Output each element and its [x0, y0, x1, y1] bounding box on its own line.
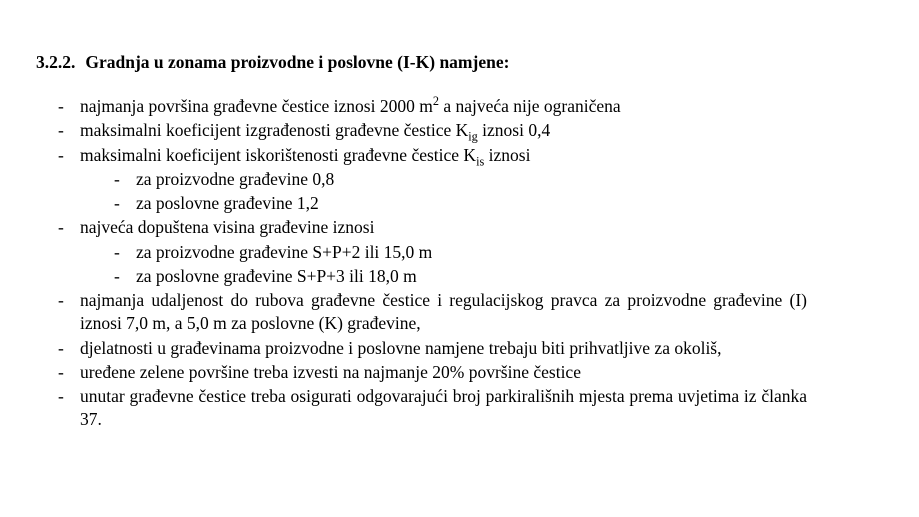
list-item	[36, 119, 809, 142]
page-title	[36, 52, 809, 73]
list-bullet: -	[58, 290, 64, 311]
list-item-text: za poslovne građevine 1,2	[136, 193, 319, 214]
list-bullet: -	[58, 361, 64, 382]
list-item-text: unutar građevne čestice treba osigurati odgovarajući broj parkirališnih mjesta prema uvjetima iz članka 37.	[80, 386, 807, 430]
list-item-text: maksimalni koeficijent izgrađenosti građevne čestice $K_{ig}$ iznosi 0,4	[80, 120, 551, 144]
regulation-list	[36, 95, 809, 432]
list-bullet: -	[58, 96, 64, 116]
list-item	[36, 95, 809, 118]
heading-number: 3.2.2.	[36, 52, 76, 72]
list-bullet: -	[114, 193, 120, 214]
list-item	[36, 385, 809, 432]
subscript: is	[476, 154, 485, 169]
list-item-text: najmanja udaljenost do rubova građevne čestice i regulacijskog pravca za proizvodne građevine (I) iznosi 7,0 m, a 5,0 m za poslovne (K) građevine,	[80, 290, 807, 334]
list-item	[36, 265, 809, 288]
list-item-text: za proizvodne građevine 0,8	[136, 168, 335, 189]
list-bullet: -	[58, 144, 64, 165]
superscript: 2	[432, 94, 439, 109]
list-item	[36, 168, 809, 191]
list-item-text: uređene zelene površine treba izvesti na najmanje 20% površine čestice	[80, 361, 581, 382]
list-item-text: za proizvodne građevine S+P+2 ili 15,0 m	[136, 241, 433, 262]
list-item-text: najveća dopuštena visina građevine iznosi	[80, 217, 375, 238]
heading-title: Gradnja u zonama proizvodne i poslovne (I-K) namjene:	[85, 52, 510, 72]
list-item	[36, 192, 809, 215]
list-item	[36, 144, 809, 167]
list-item	[36, 216, 809, 239]
list-item-text: za poslovne građevine S+P+3 ili 18,0 m	[136, 265, 417, 286]
list-item	[36, 361, 809, 384]
subscript: ig	[468, 129, 478, 144]
list-bullet: -	[58, 386, 64, 407]
list-bullet: -	[114, 265, 120, 286]
list-item-text: najmanja površina građevne čestice iznosi 2000 $m^2$ a najveća nije ograničena	[80, 94, 621, 116]
list-item-text: maksimalni koeficijent iskorištenosti građevne čestice $K_{is}$ iznosi	[80, 144, 531, 169]
list-bullet: -	[58, 217, 64, 238]
list-bullet: -	[114, 168, 120, 189]
list-item	[36, 241, 809, 264]
list-item	[36, 337, 809, 360]
list-bullet: -	[114, 241, 120, 262]
list-bullet: -	[58, 337, 64, 358]
list-item-text: djelatnosti u građevinama proizvodne i poslovne namjene trebaju biti prihvatljive za okoliš,	[80, 337, 722, 358]
list-bullet: -	[58, 120, 64, 141]
list-item	[36, 289, 809, 336]
